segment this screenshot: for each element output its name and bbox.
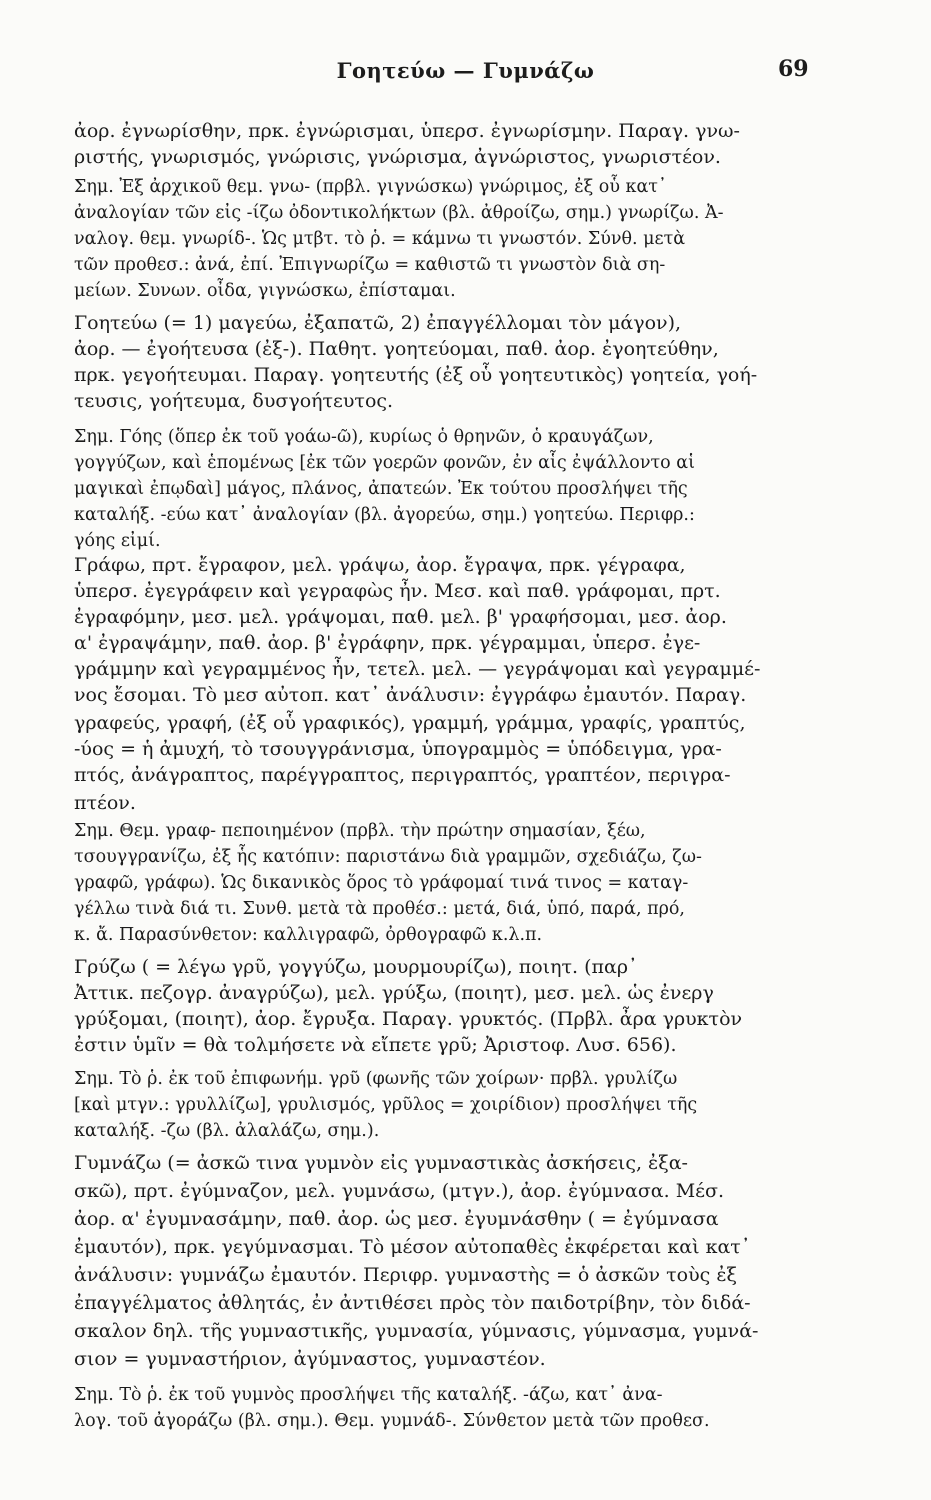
text-line: ἐγραφόμην, μεσ. μελ. γράψομαι, παθ. μελ. β' γραφήσομαι, μεσ. ἀορ. [74,606,727,628]
text-line: α' ἐγραψάμην, παθ. ἀορ. β' ἐγράφην, πρκ. γέγραμμαι, ὑπερσ. ἐγε- [74,632,701,654]
note-line: ἀναλογίαν τῶν εἰς -ίζω ὀδοντικολήκτων (βλ. ἀθροίζω, σημ.) γνωρίζω. Ἀ- [74,203,724,223]
text-line: -ύος = ἡ ἀμυχή, τὸ τσουγγράνισμα, ὑπογραμμὸς = ὑπόδειγμα, γρα- [74,738,722,760]
note-line: τῶν προθεσ.: ἀνά, ἐπί. Ἐπιγνωρίζω = καθιστῶ τι γνωστὸν διὰ ση- [74,255,666,275]
text-line: ριστής, γνωρισμός, γνώρισις, γνώρισμα, ἀγνώριστος, γνωριστέον. [74,146,721,168]
text-line: ἀορ. α' ἐγυμνασάμην, παθ. ἀορ. ὡς μεσ. ἐγυμνάσθην ( = ἐγύμνασα [74,1208,719,1230]
note-line: λογ. τοῦ ἀγοράζω (βλ. σημ.). Θεμ. γυμνάδ-. Σύνθετον μετὰ τῶν προθεσ. [74,1411,710,1431]
entry-goiteyo: Γοητεύω (= 1) μαγεύω, ἐξαπατῶ, 2) ἐπαγγέλλομαι τὸν μάγον), [74,312,682,334]
text-line: γραφεύς, γραφή, (ἐξ οὗ γραφικός), γραμμή, γράμμα, γραφίς, γραπτύς, [74,712,746,734]
note-line: γογγύζων, καὶ ἑπομένως [ἐκ τῶν γοερῶν φονῶν, ἐν αἷς ἐψάλλοντο αἱ [74,453,695,473]
text-line: γρύξομαι, (ποιητ), ἀορ. ἔγρυξα. Παραγ. γρυκτός. (Πρβλ. ἆρα γρυκτὸν [74,1008,743,1030]
note-line: Σημ. Γόης (ὅπερ ἐκ τοῦ γοάω-ῶ), κυρίως ὁ θρηνῶν, ὁ κραυγάζων, [74,427,654,447]
text-line: πτός, ἀνάγραπτος, παρέγγραπτος, περιγραπτός, γραπτέον, περιγρα- [74,764,731,786]
note-line: μαγικαὶ ἐπῳδαὶ] μάγος, πλάνος, ἀπατεών. Ἐκ τούτου προσλήψει τῆς [74,479,688,499]
page-title: Γοητεύω — Γυμνάζω [336,58,595,83]
text-line: σκαλον δηλ. τῆς γυμναστικῆς, γυμνασία, γύμνασις, γύμνασμα, γυμνά- [74,1320,759,1342]
note-line: καταλήξ. -ζω (βλ. ἀλαλάζω, σημ.). [74,1121,380,1141]
text-line: Ἀττικ. πεζογρ. ἀναγρύζω), μελ. γρύξω, (ποιητ), μεσ. μελ. ὡς ἐνεργ [74,982,714,1004]
note-line: μείων. Συνων. οἶδα, γιγνώσκω, ἐπίσταμαι. [74,281,456,301]
text-line: νος ἔσομαι. Τὸ μεσ αὐτοπ. κατ᾽ ἀνάλυσιν: ἐγγράφω ἐμαυτόν. Παραγ. [74,684,747,706]
text-line: ἐστιν ὑμῖν = θὰ τολμήσετε νὰ εἴπετε γρῦ; Ἀριστοφ. Λυσ. 656). [74,1034,677,1056]
text-line: ὑπερσ. ἐγεγράφειν καὶ γεγραφὼς ἦν. Μεσ. καὶ παθ. γράφομαι, πρτ. [74,580,721,602]
note-line: γόης εἰμί. [74,531,161,551]
note-line: [καὶ μτγν.: γρυλλίζω], γρυλισμός, γρῦλος = χοιρίδιον) προσλήψει τῆς [74,1095,698,1115]
note-line: γέλλω τινὰ διά τι. Συνθ. μετὰ τὰ προθέσ.: μετά, διά, ὑπό, παρά, πρό, [74,899,685,919]
text-line: ἐμαυτόν), πρκ. γεγύμνασμαι. Τὸ μέσον αὐτοπαθὲς ἐκφέρεται καὶ κατ᾽ [74,1236,751,1258]
note-line: γραφῶ, γράφω). Ὡς δικανικὸς ὅρος τὸ γράφομαί τινά τινος = καταγ- [74,873,689,893]
text-line: ἀορ. — ἐγοήτευσα (ἐξ-). Παθητ. γοητεύομαι, παθ. ἀορ. ἐγοητεύθην, [74,338,719,360]
note-line: Σημ. Τὸ ῥ. ἐκ τοῦ γυμνὸς προσλήψει τῆς καταλήξ. -άζω, κατ᾽ ἀνα- [74,1385,663,1405]
text-line: πτέον. [74,792,136,814]
text-line: ἀορ. ἐγνωρίσθην, πρκ. ἐγνώρισμαι, ὑπερσ. ἐγνωρίσμην. Παραγ. γνω- [74,120,740,142]
note-line: Σημ. Θεμ. γραφ- πεποιημένον (πρβλ. τὴν πρώτην σημασίαν, ξέω, [74,821,646,841]
text-line: τευσις, γοήτευμα, δυσγοήτευτος. [74,390,394,412]
text-line: γράμμην καὶ γεγραμμένος ἦν, τετελ. μελ. — γεγράψομαι καὶ γεγραμμέ- [74,658,761,680]
entry-gymnazo: Γυμνάζω (= ἀσκῶ τινα γυμνὸν εἰς γυμναστικὰς ἀσκήσεις, ἐξα- [74,1152,688,1174]
note-line: Σημ. Ἐξ ἀρχικοῦ θεμ. γνω- (πρβλ. γιγνώσκω) γνώριμος, ἐξ οὗ κατ᾽ [74,177,667,197]
note-line: καταλήξ. -εύω κατ᾽ ἀναλογίαν (βλ. ἀγορεύω, σημ.) γοητεύω. Περιφρ.: [74,505,695,525]
text-line: πρκ. γεγοήτευμαι. Παραγ. γοητευτής (ἐξ οὗ γοητευτικὸς) γοητεία, γοή- [74,364,758,386]
page-number: 69 [778,56,809,82]
text-line: ἀνάλυσιν: γυμνάζω ἐμαυτόν. Περιφρ. γυμναστὴς = ὁ ἀσκῶν τοὺς ἐξ [74,1264,737,1286]
note-line: ναλογ. θεμ. γνωρίδ-. Ὡς μτβτ. τὸ ῥ. = κάμνω τι γνωστόν. Σύνθ. μετὰ [74,229,686,249]
text-line: σιον = γυμναστήριον, ἀγύμναστος, γυμναστέον. [74,1348,546,1370]
entry-grafo: Γράφω, πρτ. ἔγραφον, μελ. γράψω, ἀορ. ἔγραψα, πρκ. γέγραφα, [74,554,686,576]
note-line: κ. ἄ. Παρασύνθετον: καλλιγραφῶ, ὀρθογραφῶ κ.λ.π. [74,925,543,945]
note-line: Σημ. Τὸ ῥ. ἐκ τοῦ ἐπιφωνήμ. γρῦ (φωνῆς τῶν χοίρων· πρβλ. γρυλίζω [74,1069,678,1089]
text-line: ἐπαγγέλματος ἀθλητάς, ἐν ἀντιθέσει πρὸς τὸν παιδοτρίβην, τὸν διδά- [74,1292,751,1314]
text-line: σκῶ), πρτ. ἐγύμναζον, μελ. γυμνάσω, (μτγν.), ἀορ. ἐγύμνασα. Μέσ. [74,1180,725,1202]
entry-gryzo: Γρύζω ( = λέγω γρῦ, γογγύζω, μουρμουρίζω), ποιητ. (παρ᾽ [74,956,638,978]
note-line: τσουγγρανίζω, ἐξ ἧς κατόπιν: παριστάνω διὰ γραμμῶν, σχεδιάζω, ζω- [74,847,702,867]
